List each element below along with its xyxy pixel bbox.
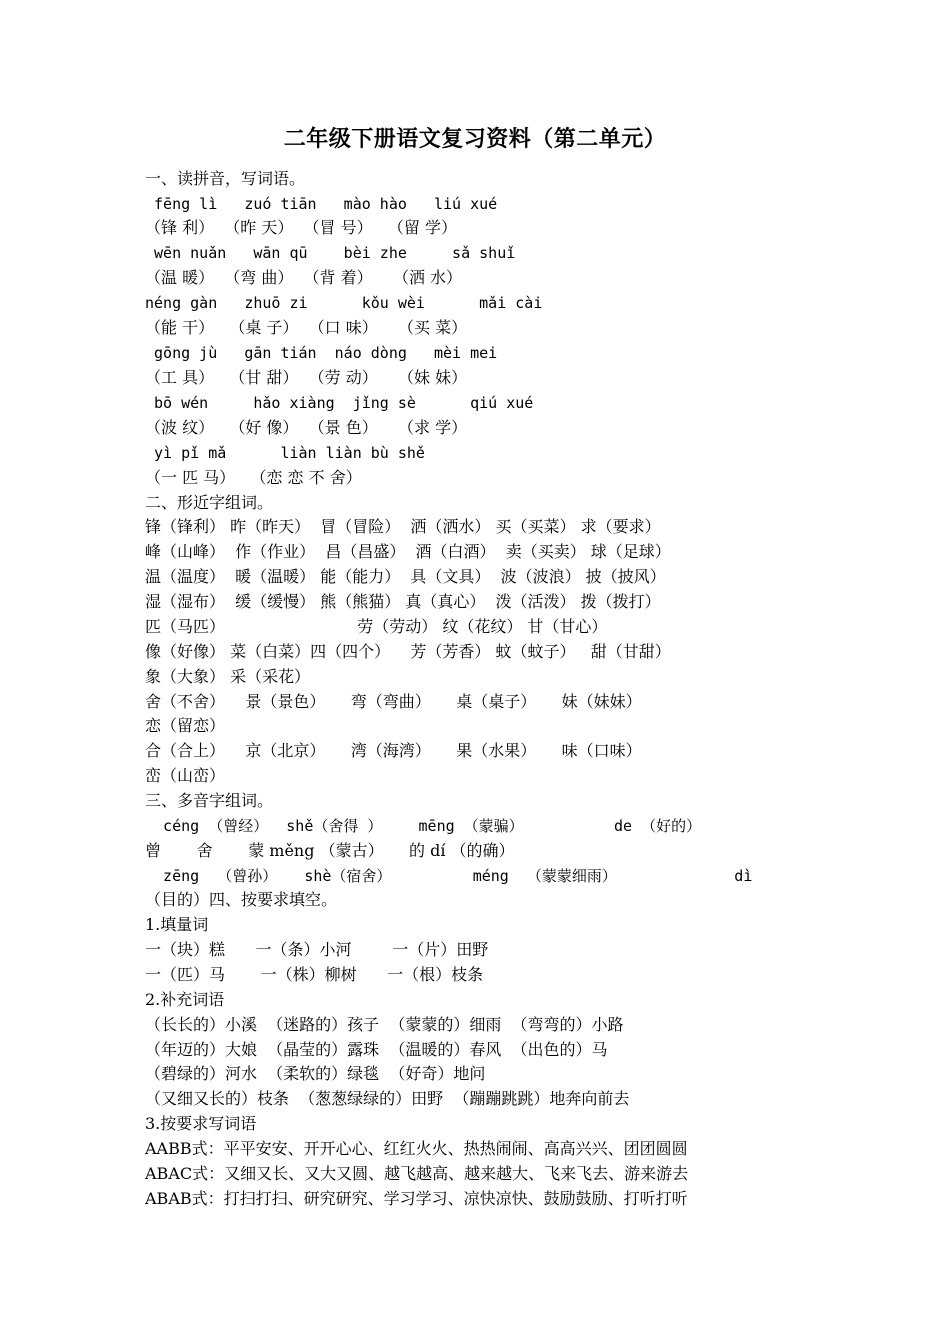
line-15: 锋（锋利） 昨（昨天） 冒（冒险） 洒（洒水） 买（买菜） 求（要求） (145, 517, 661, 536)
line-40: AABB式：平平安安、开开心心、红红火火、热热闹闹、高高兴兴、团团圆圆 (145, 1139, 688, 1158)
line-12: yì pǐ mǎ liàn liàn bù shě (145, 444, 425, 462)
line-16: 峰（山峰） 作（作业） 昌（昌盛） 酒（白酒） 卖（买卖） 球（足球） (145, 542, 671, 561)
line-04: wēn nuǎn wān qū bèi zhe sǎ shuǐ (145, 244, 516, 262)
line-10: bō wén hǎo xiàng jǐng sè qiú xué (145, 394, 534, 412)
line-22: 舍（不舍） 景（景色） 弯（弯曲） 桌（桌子） 妹（妹妹） (145, 692, 642, 711)
line-08: gōng jù gān tián náo dòng mèi mei (145, 344, 498, 362)
line-03: （锋 利） （昨 天） （冒 号） （留 学） (145, 218, 457, 237)
line-33: 一（匹）马 一（株）柳树 一（根）枝条 (145, 965, 484, 984)
line-31: 1.填量词 (145, 915, 209, 934)
line-29: zēng （曾孙） shè（宿舍） méng （蒙蒙细雨） dì (145, 867, 753, 885)
line-14: 二、形近字组词。 (145, 493, 274, 512)
line-25: 峦（山峦） (145, 766, 226, 785)
line-26: 三、多音字组词。 (145, 791, 274, 810)
line-19: 匹（马匹） 劳（劳动） 纹（花纹） 甘（甘心） (145, 617, 608, 636)
line-30: （目的）四、按要求填空。 (145, 890, 338, 909)
page-title: 二年级下册语文复习资料（第二单元） (283, 126, 667, 152)
line-11: （波 纹） （好 像） （景 色） （求 学） (145, 418, 468, 437)
line-41: ABAC式：又细又长、又大又圆、越飞越高、越来越大、飞来飞去、游来游去 (145, 1164, 689, 1183)
line-20: 像（好像） 菜（白菜）四（四个） 芳（芳香） 蚊（蚊子） 甜（甘甜） (145, 642, 671, 661)
line-38: （又细又长的）枝条 （葱葱绿绿的）田野 （蹦蹦跳跳）地奔向前去 (145, 1089, 630, 1108)
line-42: ABAB式：打扫打扫、研究研究、学习学习、凉快凉快、鼓励鼓励、打听打听 (145, 1189, 688, 1208)
line-23: 恋（留恋） (145, 716, 226, 735)
line-07: （能 干） （桌 子） （口 味） （买 菜） (145, 318, 468, 337)
line-01: 一、读拼音，写词语。 (145, 169, 306, 188)
line-37: （碧绿的）河水 （柔软的）绿毯 （好奇）地问 (145, 1064, 486, 1083)
line-06: néng gàn zhuō zi kǒu wèi mǎi cài (145, 294, 543, 312)
line-05: （温 暖） （弯 曲） （背 着） （洒 水） (145, 268, 463, 287)
line-34: 2.补充词语 (145, 990, 225, 1009)
line-21: 象（大象） 采（采花） (145, 667, 311, 686)
line-18: 湿（湿布） 缓（缓慢） 熊（熊猫） 真（真心） 泼（活泼） 拨（拨打） (145, 592, 661, 611)
line-13: （一 匹 马） （恋 恋 不 舍） (145, 468, 362, 487)
line-28: 曾 舍 蒙 měng （蒙古） 的 dí （的确） (145, 841, 515, 860)
line-39: 3.按要求写词语 (145, 1114, 257, 1133)
line-36: （年迈的）大娘 （晶莹的）露珠 （温暖的）春风 （出色的）马 (145, 1040, 608, 1059)
line-09: （工 具） （甘 甜） （劳 动） （妹 妹） (145, 368, 468, 387)
line-17: 温（温度） 暖（温暖） 能（能力） 具（文具） 波（波浪） 披（披风） (145, 567, 666, 586)
line-02: fēng lì zuó tiān mào hào liú xué (145, 195, 498, 213)
line-27: céng （曾经） shě（舍得 ） mēng （蒙骗） de （好的） (145, 817, 702, 835)
line-35: （长长的）小溪 （迷路的）孩子 （蒙蒙的）细雨 （弯弯的）小路 (145, 1015, 624, 1034)
line-24: 合（合上） 京（北京） 湾（海湾） 果（水果） 味（口味） (145, 741, 642, 760)
line-32: 一（块）糕 一（条）小河 一（片）田野 (145, 940, 489, 959)
